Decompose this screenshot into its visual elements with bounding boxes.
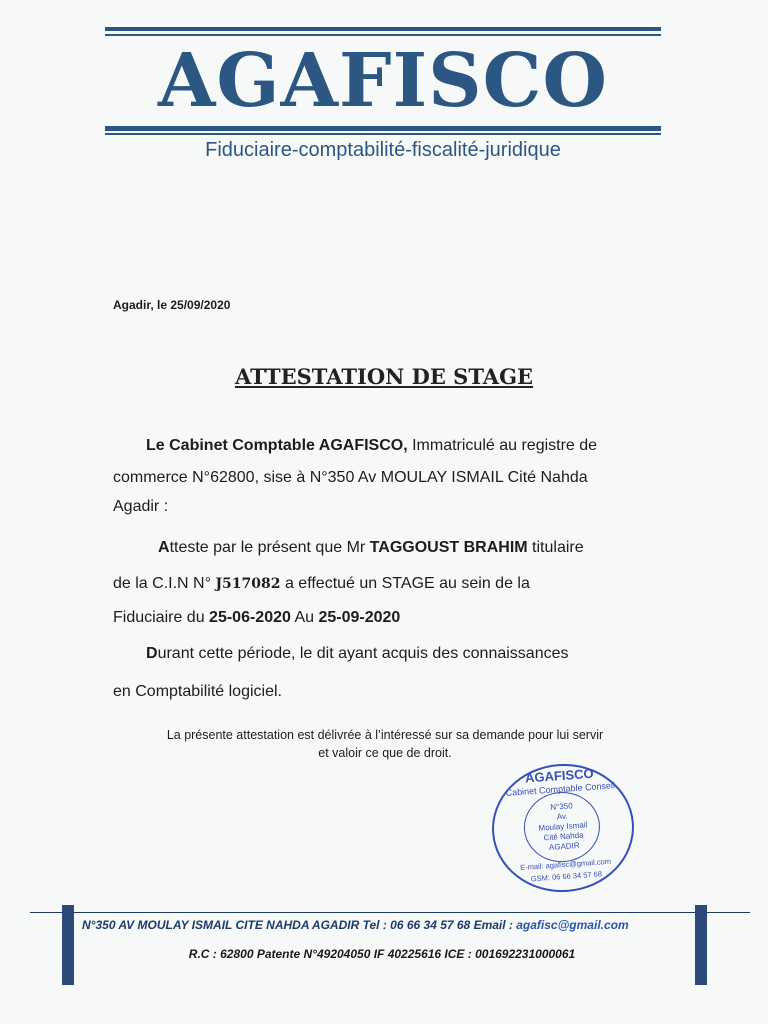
body-line-8: en Comptabilité logiciel. [113, 683, 282, 700]
stamp-address-line: AGADIR [548, 840, 580, 853]
header-rule-bottom-thin [105, 133, 661, 135]
end-date: 25-09-2020 [318, 609, 401, 626]
body-line-1 [113, 437, 668, 455]
footer-bar-left [62, 905, 74, 985]
body-text: tteste par le présent que Mr [169, 539, 370, 556]
header-rule-bottom [105, 126, 661, 131]
footer-address [82, 918, 690, 932]
body-text: Immatriculé au registre de [407, 437, 598, 454]
footer-registry: R.C : 62800 Patente N°49204050 IF 40225616 ICE : 001692231000061 [188, 947, 576, 961]
company-tagline: Fiduciaire-comptabilité-fiscalité-juridique [205, 139, 561, 161]
footer-rule [30, 912, 750, 913]
body-text: titulaire [527, 539, 584, 556]
body-line-5 [113, 575, 668, 593]
stamp-subtitle: Cabinet Comptable Conseil [505, 780, 616, 798]
notice-line-1: La présente attestation est délivrée à l’intéressé sur sa demande pour lui servir [166, 728, 604, 742]
document-title: ATTESTATION DE STAGE [234, 364, 534, 389]
date-line: Agadir, le 25/09/2020 [113, 298, 231, 312]
stamp-address-line: Cité Nahda [543, 830, 584, 843]
attestation-notice [110, 726, 660, 762]
stamp-address-line: N°350 [550, 801, 573, 812]
footer-bar-right [695, 905, 707, 985]
intern-name: TAGGOUST BRAHIM [369, 539, 528, 556]
body-line-4 [158, 539, 713, 557]
initial-letter: D [146, 645, 158, 662]
stamp-address-line: Av. [556, 811, 568, 822]
stamp-address [492, 797, 633, 857]
stamp-title: AGAFISCO [524, 765, 595, 786]
body-text: Fiduciaire du [113, 609, 210, 626]
notice-line-2: et valoir ce que de droit. [318, 746, 452, 760]
company-stamp [488, 759, 639, 897]
cin-number: J517082 [215, 576, 281, 592]
company-logo: AGAFISCO [158, 38, 608, 124]
body-text: urant cette période, le dit ayant acquis des connaissances [157, 645, 569, 662]
body-line-7 [146, 645, 701, 663]
footer-address-text: N°350 AV MOULAY ISMAIL CITE NAHDA AGADIR Tel : 06 66 34 57 68 Email : [82, 918, 517, 932]
body-text: de la C.I.N N° [113, 575, 216, 592]
initial-letter: A [158, 539, 170, 556]
body-text: a effectué un STAGE au sein de la [280, 575, 530, 592]
stamp-phone: GSM: 06 66 34 57 68 [530, 869, 603, 884]
body-text: Au [290, 609, 319, 626]
header-rule-top [105, 27, 661, 31]
start-date: 25-06-2020 [209, 609, 291, 626]
body-line-2: commerce N°62800, sise à N°350 Av MOULAY ISMAIL Cité Nahda [113, 469, 588, 486]
company-name-bold: Le Cabinet Comptable AGAFISCO, [146, 437, 408, 454]
body-line-3: Agadir : [113, 498, 169, 515]
footer-email-link[interactable]: agafisc@gmail.com [516, 918, 629, 932]
stamp-address-line: Moulay Ismail [538, 820, 588, 833]
body-line-6 [113, 609, 668, 627]
stamp-email: E-mail: agafisc@gmail.com [519, 856, 612, 873]
